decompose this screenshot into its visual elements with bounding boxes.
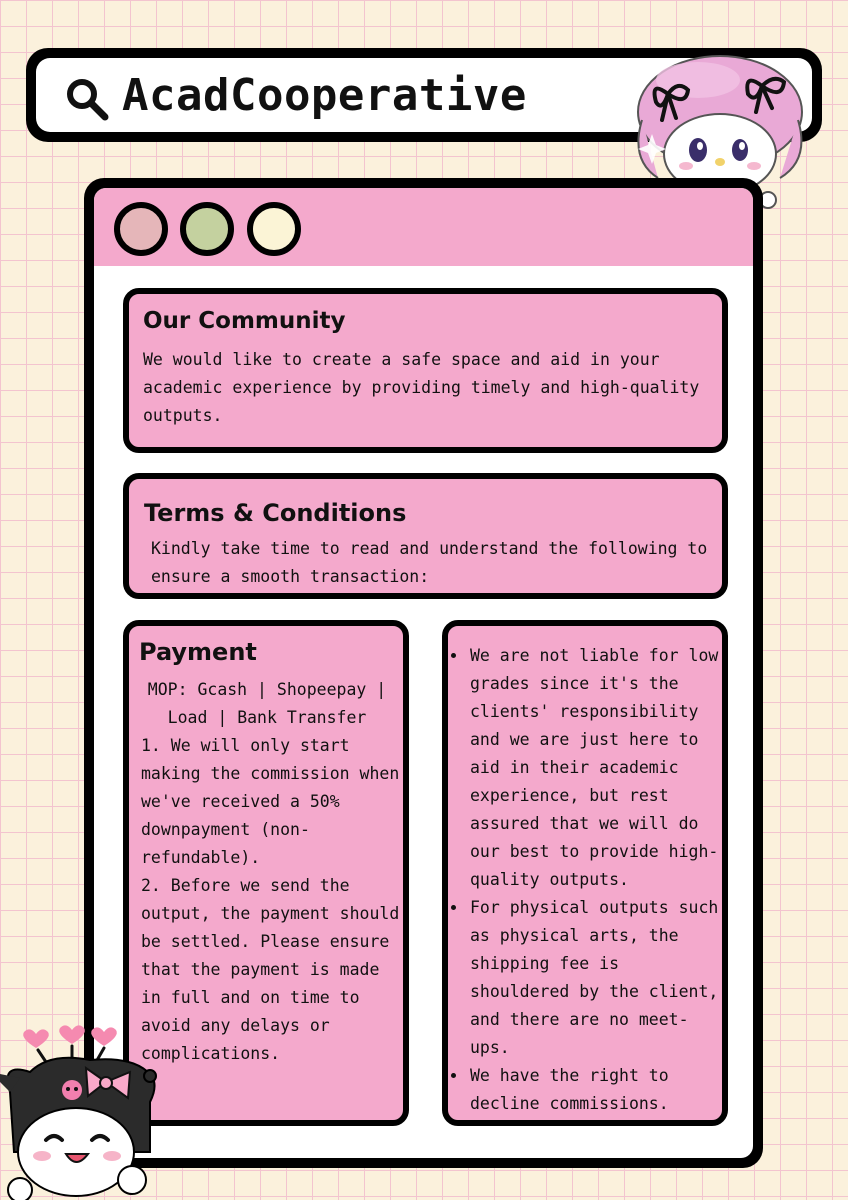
- search-title: AcadCooperative: [122, 70, 527, 121]
- terms-text: Kindly take time to read and understand the following to ensure a smooth transaction:: [151, 539, 708, 586]
- payment-step: 2. Before we send the output, the payment should be settled. Please ensure that the payment is made in full and on time to avoid any delays or complications.: [141, 876, 400, 1063]
- payment-steps: [141, 732, 403, 1068]
- notes-list: [448, 642, 723, 1118]
- window-dot-cream[interactable]: [247, 202, 301, 256]
- notes-card: [442, 620, 728, 1126]
- list-item: • We are not liable for low grades since it's the clients' responsibility and we are just here to aid in their academic experience, but rest assured that we will do our best to provide high-quality outputs.: [468, 642, 723, 894]
- terms-card: [123, 473, 728, 599]
- community-text: We would like to create a safe space and aid in your academic experience by providing timely and high-quality outputs.: [143, 350, 700, 425]
- list-item: • We have the right to decline commissions.: [468, 1062, 723, 1118]
- window-dot-pink[interactable]: [114, 202, 168, 256]
- community-title: Our Community: [143, 308, 346, 334]
- kuromi-character: [0, 1012, 175, 1200]
- window-header: [94, 188, 753, 266]
- payment-step: 1. We will only start making the commission when we've received a 50% downpayment (non-refundable).: [141, 736, 400, 867]
- search-icon: [64, 76, 110, 122]
- community-card: [123, 288, 728, 453]
- payment-methods: MOP: Gcash | Shopeepay | Load | Bank Transfer: [147, 680, 387, 727]
- list-item: • For physical outputs such as physical arts, the shipping fee is shouldered by the client, and there are no meet-ups.: [468, 894, 723, 1062]
- terms-title: Terms & Conditions: [144, 499, 407, 527]
- payment-title: Payment: [139, 638, 257, 666]
- window-dot-green[interactable]: [180, 202, 234, 256]
